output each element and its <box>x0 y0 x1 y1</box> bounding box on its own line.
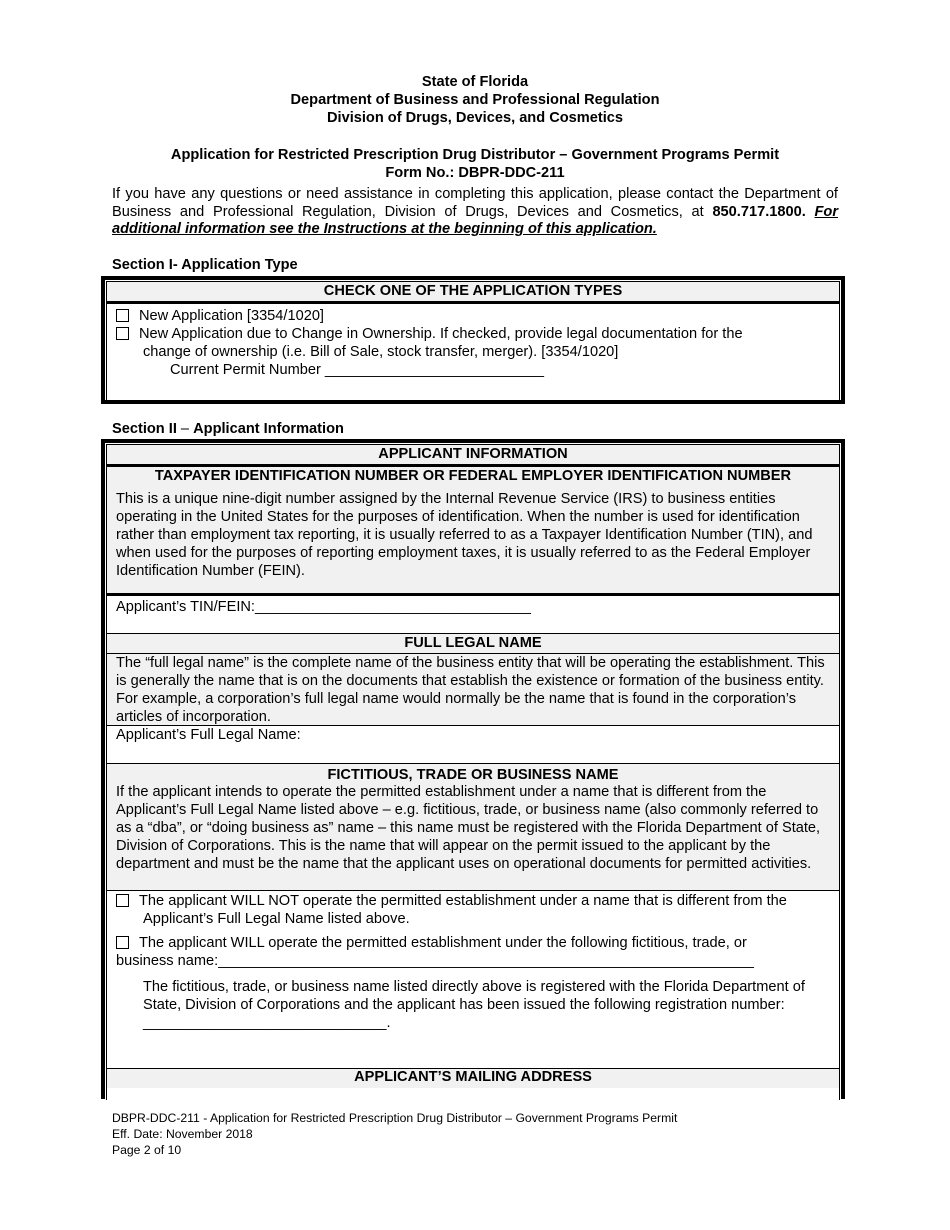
footer-effective-date: Eff. Date: November 2018 <box>112 1127 253 1141</box>
full-legal-name-section <box>107 634 839 726</box>
full-legal-name-field[interactable]: Applicant’s Full Legal Name: <box>107 726 839 764</box>
footer-form-name: DBPR-DDC-211 - Application for Restricted Prescription Drug Distributor – Government Programs Permit <box>112 1111 678 1125</box>
tin-section <box>107 467 839 596</box>
change-ownership-label: New Application due to Change in Ownership. If checked, provide legal documentation for the <box>139 326 743 342</box>
tin-field[interactable]: Applicant’s TIN/FEIN:__________________________________ <box>107 596 839 634</box>
change-ownership-label-cont: change of ownership (i.e. Bill of Sale, stock transfer, merger). [3354/1020] <box>143 344 619 360</box>
page-footer <box>112 1110 677 1158</box>
section2-title-b: Applicant Information <box>193 421 344 437</box>
document-header <box>0 73 950 127</box>
change-ownership-checkbox[interactable] <box>116 327 129 340</box>
section2-title <box>112 421 344 437</box>
fictitious-name-bar: FICTITIOUS, TRADE OR BUSINESS NAME <box>327 767 619 783</box>
dba-registration-text: The fictitious, trade, or business name listed directly above is registered with the Florida Department of State, Division of Corporations and the applicant has been issued the following registration number: ______________________________. <box>143 979 805 1031</box>
tin-bar: TAXPAYER IDENTIFICATION NUMBER OR FEDERAL EMPLOYER IDENTIFICATION NUMBER <box>154 468 792 484</box>
full-legal-name-description: The “full legal name” is the complete name of the business entity that will be operating the establishment. This is generally the name that is on the documents that establish the existence or formation of the business entity. For example, a corporation’s full legal name would normally be the name that is found in the corporation’s articles of incorporation. <box>107 654 839 726</box>
intro-emphasis: For additional information see the Instructions at the beginning of this application. <box>112 203 838 238</box>
dba-will-not-label: The applicant WILL NOT operate the permitted establishment under a name that is different from the <box>139 893 787 909</box>
mailing-address-bar: APPLICANT’S MAILING ADDRESS <box>107 1068 839 1088</box>
full-legal-name-bar: FULL LEGAL NAME <box>107 634 839 654</box>
dba-will-label: The applicant WILL operate the permitted establishment under the following fictitious, trade, or <box>139 935 747 951</box>
form-number: Form No.: DBPR-DDC-211 <box>385 165 565 181</box>
option-change-ownership[interactable] <box>116 325 839 343</box>
dba-will-not-option[interactable] <box>116 892 831 910</box>
fictitious-name-section <box>107 764 839 891</box>
business-name-field[interactable]: business name:__________________________________________________________________ <box>116 953 754 969</box>
section2-title-dash: – <box>176 421 194 437</box>
intro-paragraph <box>112 186 838 239</box>
footer-page-number: Page 2 of 10 <box>112 1143 182 1157</box>
dba-will-checkbox[interactable] <box>116 936 129 949</box>
dba-will-not-label-cont: Applicant’s Full Legal Name listed above. <box>143 911 410 927</box>
fictitious-name-description: If the applicant intends to operate the permitted establishment under a name that is different from the Applicant’s Full Legal Name listed above – e.g. fictitious, trade, or business name (also commonly referred to as a “dba”, or “doing business as” name – this name must be registered with the Florida Department of State, Division of Corporations. This is the name that will appear on the permit issued to the applicant by the department and must be the name that the applicant uses on operational documents for permitted activities. <box>116 784 821 872</box>
applicant-information-box <box>101 439 845 1099</box>
dba-will-not-checkbox[interactable] <box>116 894 129 907</box>
new-application-checkbox[interactable] <box>116 309 129 322</box>
new-application-label: New Application [3354/1020] <box>139 308 324 324</box>
intro-phone: 850.717.1800. <box>712 203 806 220</box>
dba-will-option[interactable] <box>116 934 831 952</box>
applicant-information-bar: APPLICANT INFORMATION <box>107 445 839 467</box>
form-title-block <box>0 146 950 182</box>
tin-description: This is a unique nine-digit number assigned by the Internal Revenue Service (IRS) to business entities operating in the United States for the purposes of identification. When the number is used for identification rather than employment tax reporting, it is usually referred to as a Taxpayer Identification Number (TIN), and when used for the purposes of reporting employment taxes, it is usually referred to as the Federal Employer Identification Number (FEIN). <box>116 491 813 579</box>
dba-options <box>107 891 839 1068</box>
option-new-application[interactable] <box>116 307 839 325</box>
department-name: Department of Business and Professional Regulation <box>290 92 660 108</box>
application-type-box <box>101 276 845 404</box>
form-title: Application for Restricted Prescription Drug Distributor – Government Programs Permit <box>170 147 780 163</box>
intro-text: If you have any questions or need assistance in completing this application, please contact the Department of Business and Professional Regulation, Division of Drugs, Devices and Cosmetics, at <box>112 186 838 220</box>
current-permit-number-field[interactable]: Current Permit Number ___________________________ <box>170 362 545 378</box>
division-name: Division of Drugs, Devices, and Cosmetics <box>326 110 623 126</box>
application-type-bar: CHECK ONE OF THE APPLICATION TYPES <box>107 282 839 304</box>
section1-title: Section I- Application Type <box>112 257 298 273</box>
section2-title-a: Section II <box>112 421 177 437</box>
state-name: State of Florida <box>421 74 529 90</box>
